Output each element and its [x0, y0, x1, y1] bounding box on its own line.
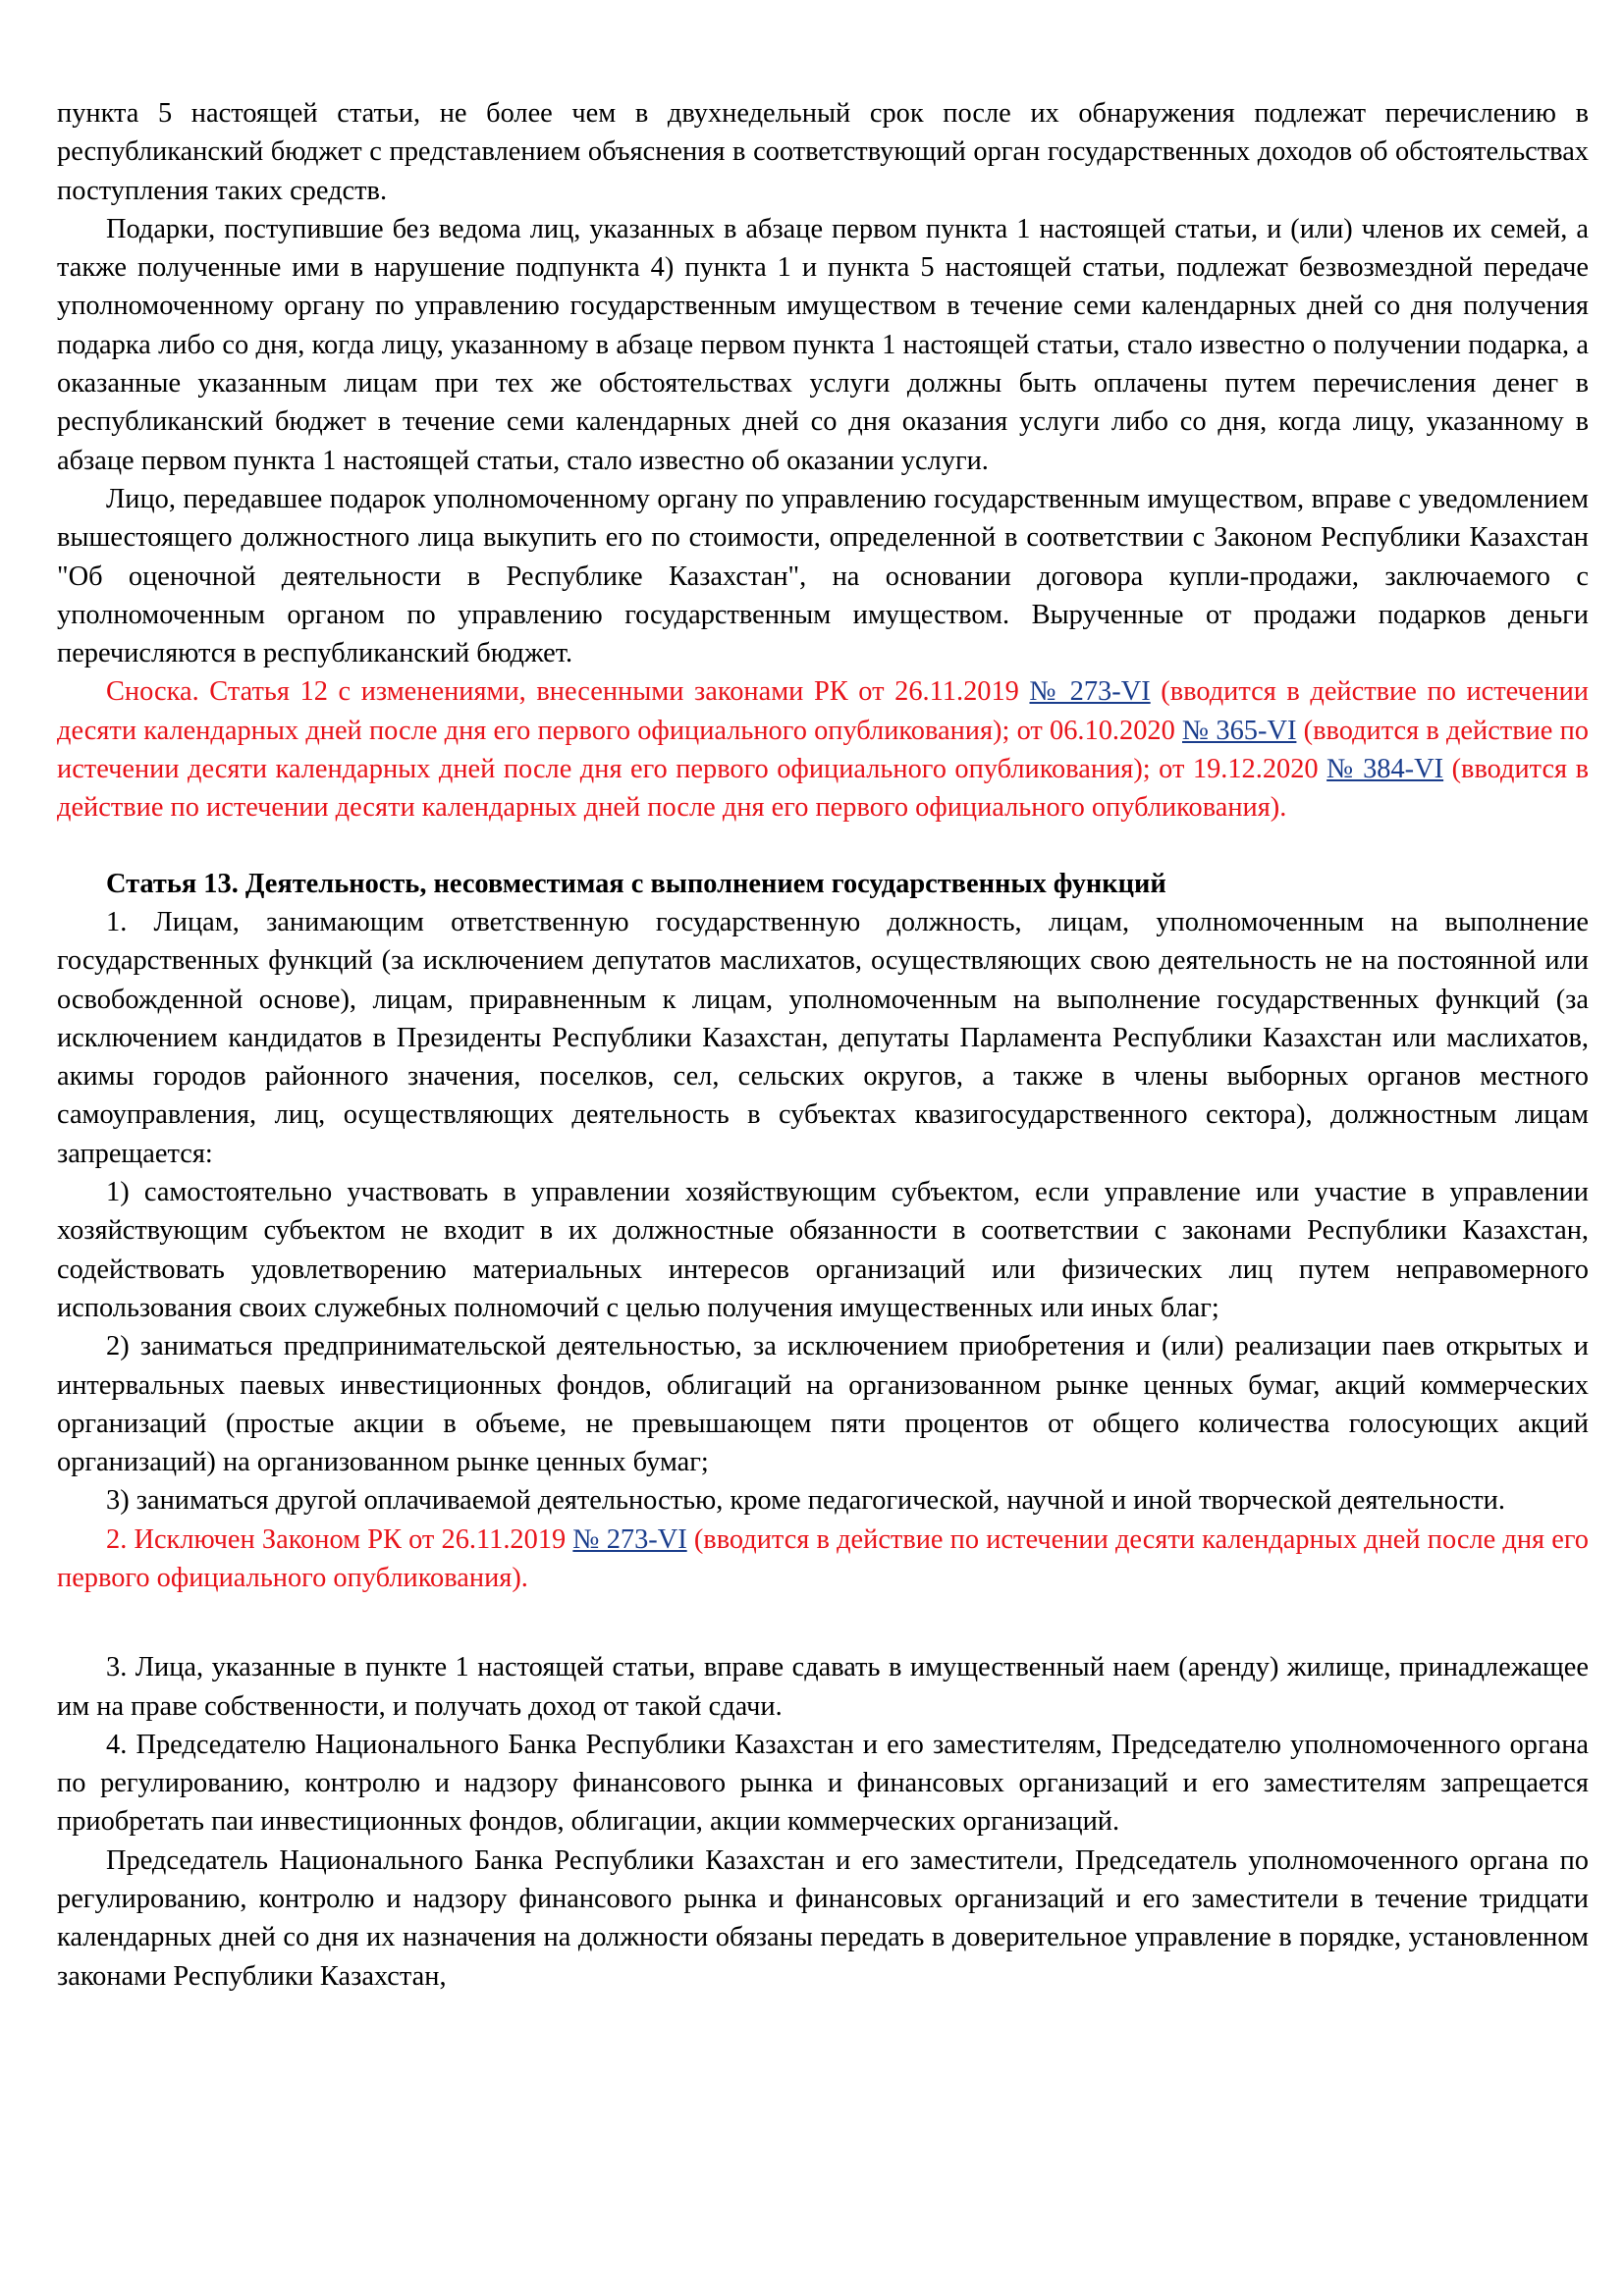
- paragraph-gift-buyback: Лицо, передавшее подарок уполномоченному органу по управлению государственным имуществом, вправе с уведомлением вышестоящего должностного лица выкупить его по стоимости, определенной в соответствии с Законом Республики Казахстан "Об оценочной деятельности в Республике Казахстан", на основании договора купли-продажи, заключаемого с уполномоченным органом по управлению государственным имуществом. Вырученные от продажи подарков деньги перечисляются в республиканский бюджет.: [57, 483, 1589, 669]
- note-text: 2. Исключен Законом РК от 26.11.2019: [106, 1523, 573, 1555]
- paragraph-gifts: Подарки, поступившие без ведома лиц, указанных в абзаце первом пункта 1 настоящей статьи, и (или) членов их семей, а также полученные ими в нарушение подпункта 4) пункта 1 и пункта 5 настоящей статьи, подлежат безвозмездной передаче уполномоченному органу по управлению государственным имуществом в течение семи календарных дней со дня получения подарка либо со дня, когда лицу, указанному в абзаце первом пункта 1 настоящей статьи, стало известно о получении подарка, а оказанные указанным лицам при тех же обстоятельствах услуги должны быть оплачены путем перечисления денег в республиканский бюджет в течение семи календарных дней со дня оказания услуги либо со дня, когда лицу, указанному в абзаце первом пункта 1 настоящей статьи, стало известно об оказании услуги.: [57, 213, 1589, 476]
- footnote-text: Сноска. Статья 12 с изменениями, внесенными законами РК от 26.11.2019: [106, 676, 1030, 708]
- article-13-point-4: 4. Председателю Национального Банка Республики Казахстан и его заместителям, Председателю уполномоченного органа по регулированию, контролю и надзору финансового рынка и финансовых организаций и его заместителям запрещается приобретать паи инвестиционных фондов, облигации, акции коммерческих организаций.: [57, 1729, 1589, 1838]
- document-page: [57, 94, 1589, 1996]
- article-13-heading: Статья 13. Деятельность, несовместимая с выполнением государственных функций: [106, 868, 1166, 899]
- footnote-text: (вводится в действие по истечении десяти календарных дней после дня его первого официального опубликования); от 06.10.2020: [57, 676, 1589, 746]
- article-13-subpoint-1: 1) самостоятельно участвовать в управлении хозяйствующим субъектом, если управление или участие в управлении хозяйствующим субъектом не входит в их должностные обязанности в соответствии с законами Республики Казахстан, содействовать удовлетворению материальных интересов организаций или физических лиц путем неправомерного использования своих служебных полномочий с целью получения имущественных или иных благ;: [57, 1177, 1589, 1323]
- spacer: [57, 828, 1589, 865]
- paragraph-continuation: пункта 5 настоящей статьи, не более чем в двухнедельный срок после их обнаружения подлежат перечислению в республиканский бюджет с представлением объяснения в соответствующий орган государственных доходов об обстоятельствах поступления таких средств.: [57, 98, 1589, 206]
- law-link-273-vi[interactable]: № 273-VI: [572, 1523, 687, 1555]
- spacer: [57, 1597, 1589, 1648]
- footnote-text: (вводится в действие по истечении десяти календарных дней после дня его первого официального опубликования).: [57, 754, 1589, 824]
- article-13-subpoint-2: 2) заниматься предпринимательской деятельностью, за исключением приобретения и (или) реализации паев открытых и интервальных паевых инвестиционных фондов, облигаций на организованном рынке ценных бумаг, акций коммерческих организаций (простые акции в объеме, не превышающем пяти процентов от общего количества голосующих акций организаций) на организованном рынке ценных бумаг;: [57, 1331, 1589, 1478]
- law-link-384-vi[interactable]: № 384-VI: [1326, 754, 1444, 785]
- footnote-article-12: [57, 672, 1589, 827]
- law-link-365-vi[interactable]: № 365-VI: [1182, 715, 1297, 746]
- article-13-point-1: 1. Лицам, занимающим ответственную государственную должность, лицам, уполномоченным на выполнение государственных функций (за исключением депутатов маслихатов, осуществляющих свою деятельность не на постоянной или освобожденной основе), лицам, приравненным к лицам, уполномоченным на выполнение государственных функций (за исключением кандидатов в Президенты Республики Казахстан, депутаты Парламента Республики Казахстан или маслихатов, акимы городов районного значения, поселков, сел, сельских округов, а также в члены выборных органов местного самоуправления, лиц, осуществляющих деятельность в субъектах квазигосударственного сектора), должностным лицам запрещается:: [57, 906, 1589, 1169]
- law-link-273-vi[interactable]: № 273-VI: [1029, 676, 1151, 708]
- article-13-subpoint-3: 3) заниматься другой оплачиваемой деятельностью, кроме педагогической, научной и иной творческой деятельности.: [106, 1485, 1505, 1517]
- article-13-point-4-paragraph-2: Председатель Национального Банка Республики Казахстан и его заместители, Председатель уполномоченного органа по регулированию, контролю и надзору финансового рынка и финансовых организаций и его заместители в течение тридцати календарных дней со дня их назначения на должности обязаны передать в доверительное управление в порядке, установленном законами Республики Казахстан,: [57, 1844, 1589, 1992]
- article-13-point-2-excluded-note: [57, 1521, 1589, 1598]
- note-text: (вводится в действие по истечении десяти календарных дней после дня его первого официального опубликования).: [57, 1523, 1589, 1593]
- article-13-point-3: 3. Лица, указанные в пункте 1 настоящей статьи, вправе сдавать в имущественный наем (аренду) жилище, принадлежащее им на праве собственности, и получать доход от такой сдачи.: [57, 1652, 1589, 1722]
- footnote-text: (вводится в действие по истечении десяти календарных дней после дня его первого официального опубликования); от 19.12.2020: [57, 715, 1590, 785]
